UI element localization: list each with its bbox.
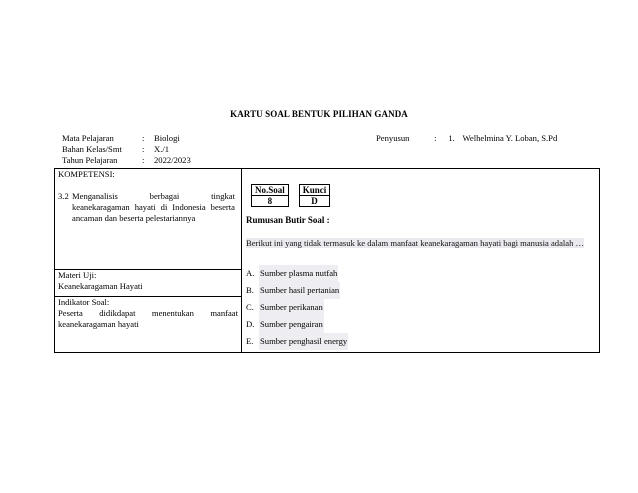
- question-stem: Berikut ini yang tidak termasuk ke dalam manfaat keanekaragaman hayati bagi manusia adalah …: [246, 238, 585, 248]
- kompetensi-heading: KOMPETENSI:: [58, 169, 115, 179]
- option-text: Sumber plasma nutfah: [259, 265, 338, 282]
- no-soal-value: 8: [252, 195, 288, 206]
- left-column: [55, 169, 242, 352]
- option-text: Sumber penghasil energy: [259, 333, 348, 350]
- no-soal-label: No.Soal: [255, 185, 285, 195]
- indikator-value: Peserta didikdapat menentukan manfaat keanekaragaman hayati: [58, 308, 238, 329]
- meta-value: X./1: [154, 144, 170, 154]
- card-title: KARTU SOAL BENTUK PILIHAN GANDA: [230, 109, 408, 119]
- meta-value: 2022/2023: [154, 155, 191, 165]
- option-text: Sumber hasil pertanian: [259, 282, 340, 299]
- answer-boxes: [251, 184, 330, 207]
- meta-label: Bahan Kelas/Smt: [62, 144, 122, 154]
- kunci-label: Kunci: [302, 185, 327, 195]
- option-letter: C.: [246, 302, 254, 312]
- option-d: [246, 316, 348, 333]
- option-e: [246, 333, 348, 350]
- author-name: Welhelmina Y. Loban, S.Pd: [462, 133, 558, 143]
- materi-cell: [55, 270, 241, 297]
- option-letter: A.: [246, 268, 255, 278]
- question-text: [246, 235, 598, 252]
- question-card-table: [54, 168, 600, 353]
- materi-heading: Materi Uji:: [58, 270, 97, 280]
- meta-row-year: [62, 155, 191, 166]
- option-text: Sumber pengairan: [259, 316, 324, 333]
- options-list: [246, 265, 348, 350]
- option-letter: B.: [246, 285, 254, 295]
- kd-item: [58, 191, 238, 224]
- no-soal-box: [251, 184, 289, 207]
- option-b: [246, 282, 348, 299]
- kunci-box: [299, 184, 331, 207]
- kd-number: 3.2: [58, 191, 69, 201]
- meta-colon: :: [142, 155, 145, 165]
- meta-block: [62, 133, 191, 166]
- meta-colon: :: [142, 144, 145, 154]
- option-letter: E.: [246, 336, 254, 346]
- kompetensi-cell: [55, 169, 241, 270]
- indikator-cell: [55, 297, 241, 353]
- option-text: Sumber perikanan: [259, 299, 324, 316]
- option-c: [246, 299, 348, 316]
- author-colon: :: [434, 133, 437, 143]
- kd-text: Menganalisis berbagai tingkat keanekaragaman hayati di Indonesia beserta ancaman dan beserta pelestariannya: [72, 191, 235, 223]
- option-letter: D.: [246, 319, 255, 329]
- meta-row-subject: [62, 133, 191, 144]
- kunci-value: D: [300, 195, 330, 206]
- meta-row-class: [62, 144, 191, 155]
- author-label: Penyusun: [376, 133, 410, 143]
- author-number: 1.: [448, 133, 455, 143]
- rumusan-label: Rumusan Butir Soal :: [246, 215, 330, 225]
- indikator-heading: Indikator Soal:: [58, 297, 110, 307]
- option-a: [246, 265, 348, 282]
- meta-colon: :: [142, 133, 145, 143]
- meta-label: Mata Pelajaran: [62, 133, 114, 143]
- meta-value: Biologi: [154, 133, 180, 143]
- materi-value: Keanekaragaman Hayati: [58, 281, 143, 291]
- author-row: [376, 133, 557, 143]
- meta-label: Tahun Pelajaran: [62, 155, 118, 165]
